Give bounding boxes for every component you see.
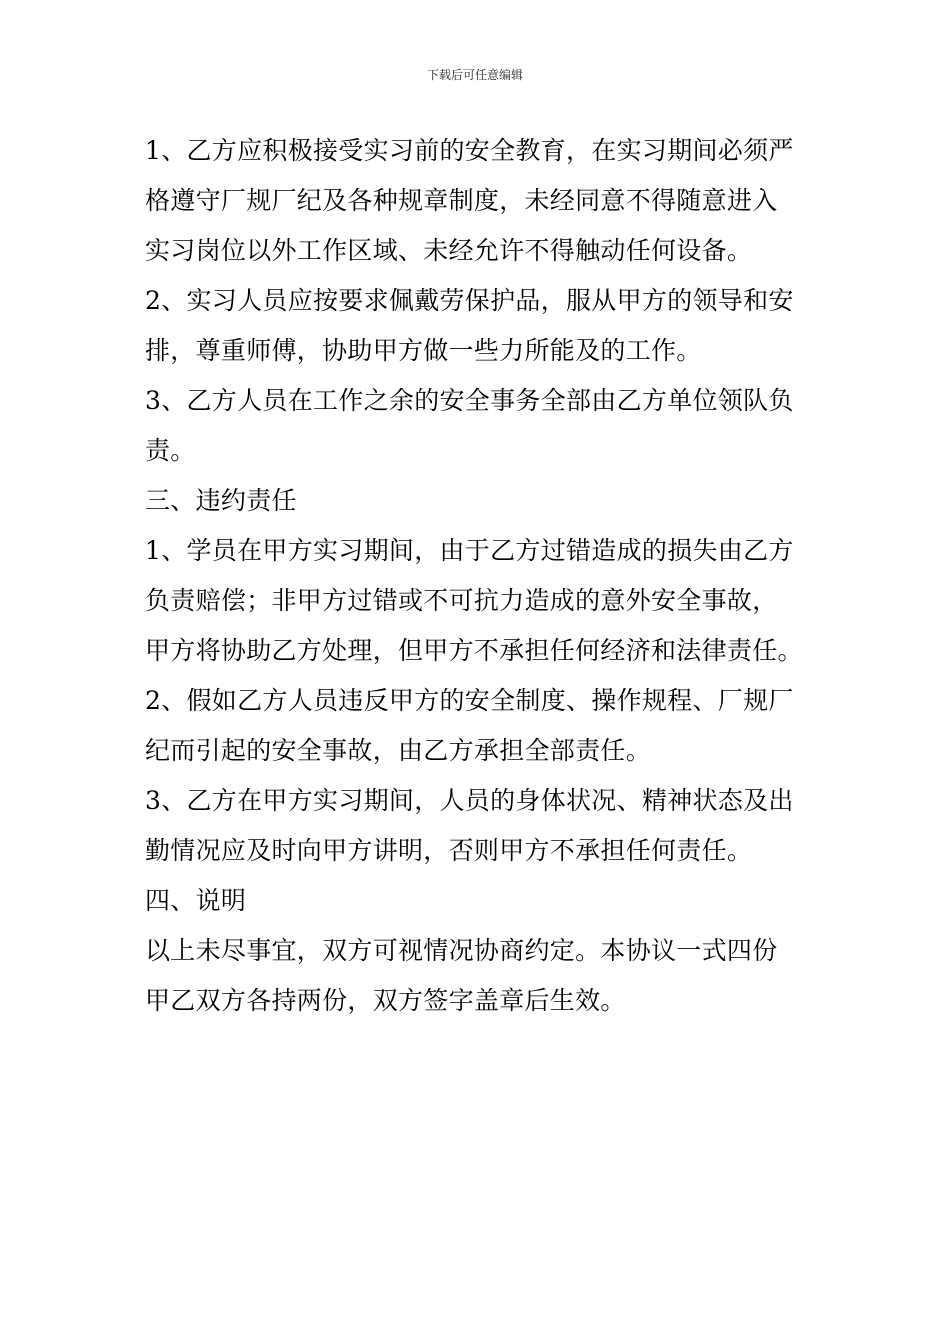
page-header: 下载后可任意编辑	[426, 68, 523, 82]
text-line: 2、假如乙方人员违反甲方的安全制度、操作规程、厂规厂	[145, 686, 794, 715]
text-line: 甲方将协助乙方处理，但甲方不承担任何经济和法律责任。	[145, 636, 803, 665]
text-line: 1、学员在甲方实习期间，由于乙方过错造成的损失由乙方	[145, 536, 794, 565]
text-line: 2、实习人员应按要求佩戴劳保护品，服从甲方的领导和安	[145, 286, 794, 315]
text-line: 纪而引起的安全事故，由乙方承担全部责任。	[145, 736, 652, 765]
section-heading: 三、违约责任	[145, 486, 297, 515]
text-line: 实习岗位以外工作区域、未经允许不得触动任何设备。	[145, 236, 753, 265]
section-heading: 四、说明	[145, 886, 247, 915]
text-line: 1、乙方应积极接受实习前的安全教育，在实习期间必须严	[145, 136, 794, 165]
text-line: 3、乙方人员在工作之余的安全事务全部由乙方单位领队负	[145, 386, 794, 415]
text-line: 勤情况应及时向甲方讲明，否则甲方不承担任何责任。	[145, 836, 753, 865]
text-line: 格遵守厂规厂纪及各种规章制度，未经同意不得随意进入	[145, 186, 778, 215]
text-line: 以上未尽事宜，双方可视情况协商约定。本协议一式四份	[145, 936, 778, 965]
text-line: 责。	[145, 436, 196, 465]
document-body	[145, 126, 810, 1026]
text-line: 排，尊重师傅，协助甲方做一些力所能及的工作。	[145, 336, 702, 365]
text-line: 甲乙双方各持两份，双方签字盖章后生效。	[145, 986, 626, 1015]
text-line: 3、乙方在甲方实习期间，人员的身体状况、精神状态及出	[145, 786, 794, 815]
text-line: 负责赔偿；非甲方过错或不可抗力造成的意外安全事故，	[145, 586, 778, 615]
